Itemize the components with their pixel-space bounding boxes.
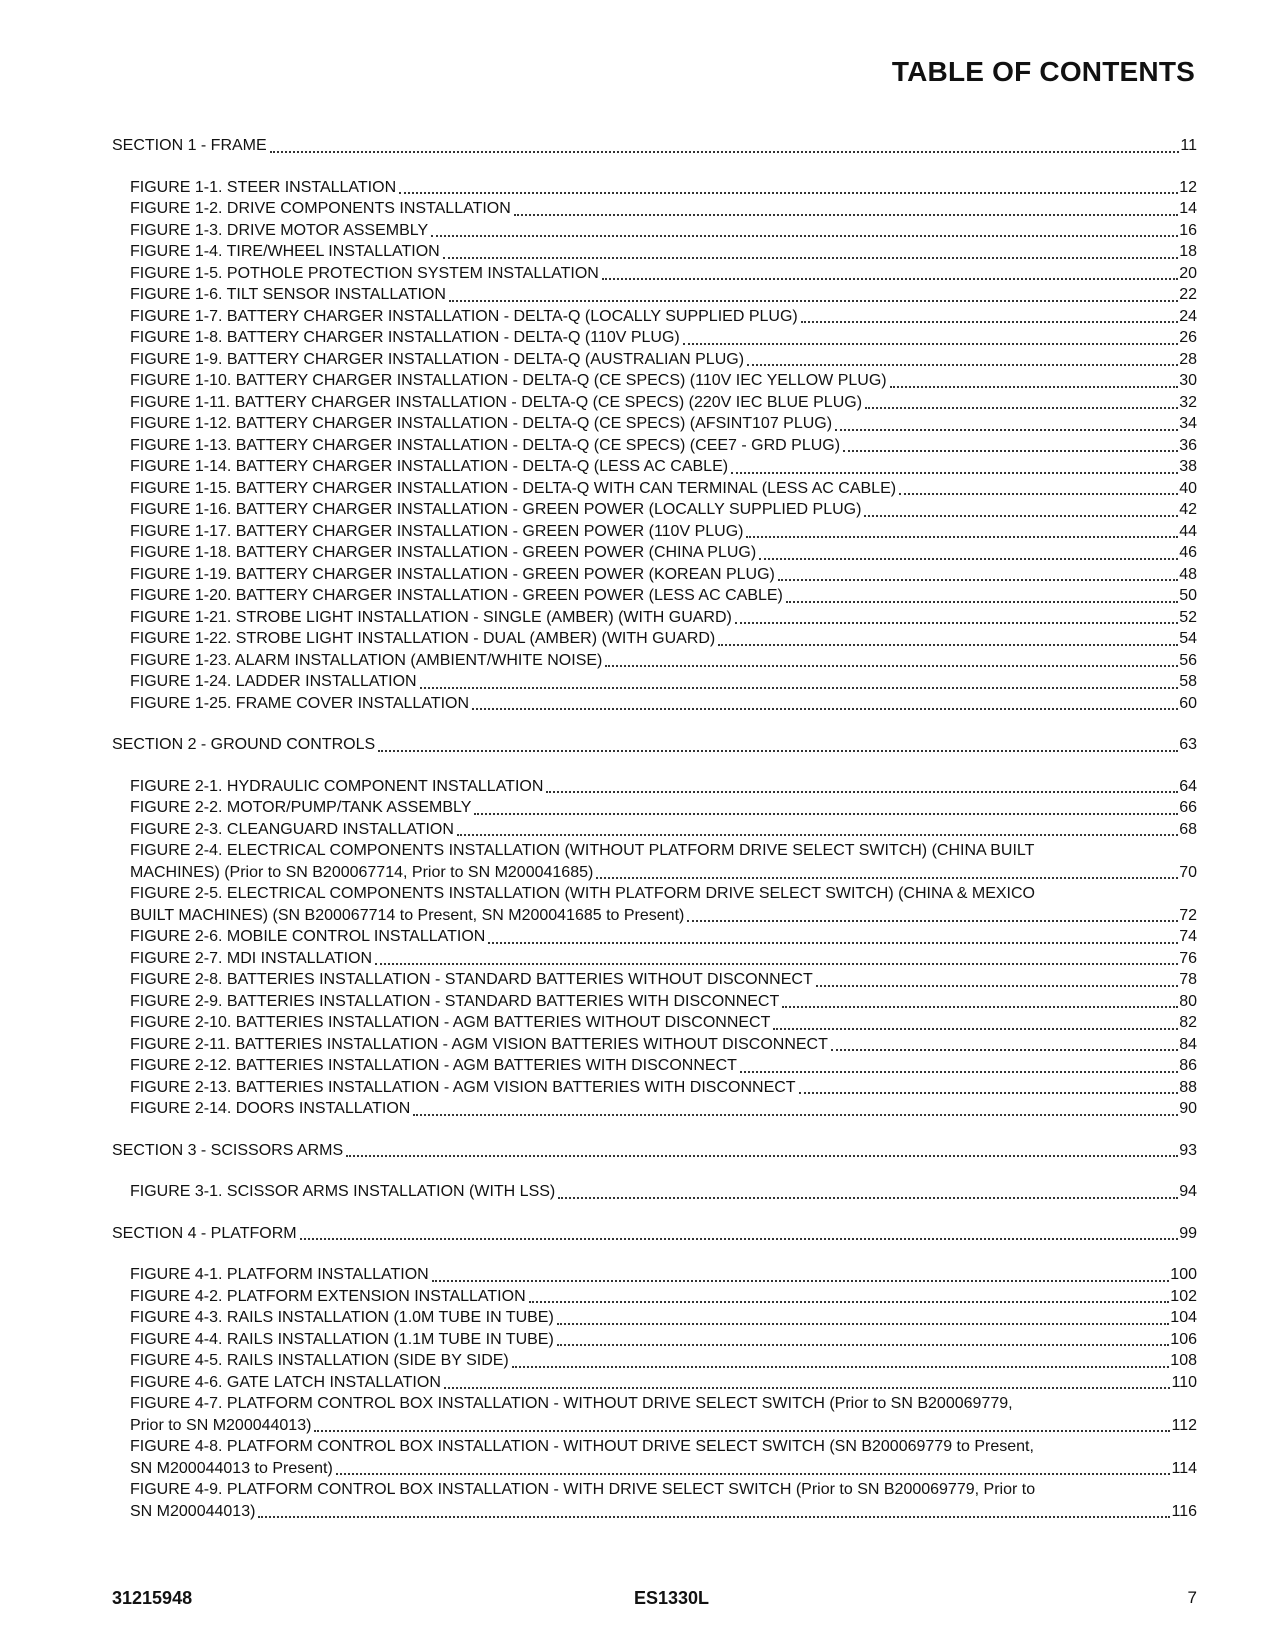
toc-entry-label: FIGURE 1-25. FRAME COVER INSTALLATION (130, 694, 470, 712)
toc-entry[interactable] (112, 456, 1197, 478)
dot-leader (431, 235, 1178, 237)
toc-entry[interactable] (112, 628, 1197, 650)
toc-entry-page: 26 (1179, 329, 1197, 346)
dot-leader (596, 877, 1178, 879)
toc-entry[interactable] (112, 263, 1197, 285)
toc-entry-page: 80 (1179, 992, 1197, 1010)
toc-entry-page: 106 (1170, 1330, 1197, 1348)
page-number: 7 (1187, 1588, 1197, 1607)
toc-entry-label: FIGURE 2-8. BATTERIES INSTALLATION - STANDARD BATTERIES WITHOUT DISCONNECT (130, 971, 813, 988)
toc-entry[interactable] (112, 585, 1197, 607)
toc-entry-label: FIGURE 2-12. BATTERIES INSTALLATION - AGM BATTERIES WITH DISCONNECT (130, 1057, 737, 1074)
dot-leader (746, 536, 1178, 538)
toc-entry-label: FIGURE 2-10. BATTERIES INSTALLATION - AGM BATTERIES WITHOUT DISCONNECT (130, 1014, 771, 1031)
dot-leader (399, 192, 1178, 194)
table-of-contents (112, 135, 1197, 1542)
toc-section[interactable] (112, 1140, 1197, 1162)
toc-entry-page: 84 (1179, 1035, 1197, 1053)
toc-entry-first-line[interactable]: FIGURE 2-5. ELECTRICAL COMPONENTS INSTALLATION (WITH PLATFORM DRIVE SELECT SWITCH) (CHINA & MEXICO (130, 885, 1035, 902)
toc-entry[interactable] (112, 413, 1197, 435)
dot-leader (375, 963, 1178, 965)
toc-entry-label: FIGURE 4-6. GATE LATCH INSTALLATION (130, 1373, 441, 1391)
toc-entry-page: 112 (1171, 1416, 1197, 1434)
toc-entry-label: FIGURE 1-20. BATTERY CHARGER INSTALLATION - GREEN POWER (LESS AC CABLE) (130, 587, 783, 604)
toc-entry-label: FIGURE 1-11. BATTERY CHARGER INSTALLATION - DELTA-Q (CE SPECS) (220V IEC BLUE PLUG) (130, 393, 863, 411)
toc-entry[interactable] (112, 564, 1197, 586)
toc-entry-page: 94 (1179, 1183, 1197, 1200)
dot-leader (314, 1430, 1170, 1432)
toc-section-label: SECTION 3 - SCISSORS ARMS (112, 1141, 344, 1159)
dot-leader (747, 364, 1178, 366)
dot-leader (731, 472, 1178, 474)
dot-leader (413, 1114, 1178, 1116)
toc-entry[interactable] (112, 1350, 1197, 1372)
toc-entry-label: BUILT MACHINES) (SN B200067714 to Present, SN M200041685 to Present) (130, 906, 685, 924)
toc-entry-label: FIGURE 1-15. BATTERY CHARGER INSTALLATION - DELTA-Q WITH CAN TERMINAL (LESS AC CABLE) (130, 479, 897, 497)
toc-entry-label: FIGURE 1-22. STROBE LIGHT INSTALLATION - DUAL (AMBER) (WITH GUARD) (130, 630, 716, 647)
toc-entry[interactable] (112, 1034, 1197, 1056)
toc-entry-page: 64 (1179, 777, 1197, 795)
toc-entry[interactable] (112, 392, 1197, 414)
dot-leader (529, 1301, 1170, 1303)
toc-entry[interactable] (112, 1286, 1197, 1308)
toc-entry-label: FIGURE 1-10. BATTERY CHARGER INSTALLATION - DELTA-Q (CE SPECS) (110V IEC YELLOW PLUG) (130, 372, 887, 389)
toc-entry-page: 34 (1179, 415, 1197, 432)
toc-entry-page: 30 (1179, 372, 1197, 389)
toc-entry-label: FIGURE 1-4. TIRE/WHEEL INSTALLATION (130, 243, 440, 260)
toc-entry[interactable] (112, 776, 1197, 798)
dot-leader (346, 1155, 1178, 1157)
toc-entry-first-line[interactable]: FIGURE 2-4. ELECTRICAL COMPONENTS INSTALLATION (WITHOUT PLATFORM DRIVE SELECT SWITCH) (CHINA BUILT (130, 842, 1035, 859)
toc-entry-page: 116 (1171, 1502, 1197, 1520)
dot-leader (472, 708, 1178, 710)
toc-entry[interactable] (112, 1012, 1197, 1034)
toc-entry-page: 70 (1179, 863, 1197, 881)
toc-entry[interactable] (112, 991, 1197, 1013)
toc-entry-label: FIGURE 1-8. BATTERY CHARGER INSTALLATION - DELTA-Q (110V PLUG) (130, 329, 680, 346)
dot-leader (512, 1366, 1170, 1368)
dot-leader (546, 791, 1178, 793)
dot-leader (799, 1092, 1179, 1094)
toc-entry-page: 56 (1179, 651, 1197, 669)
dot-leader (557, 1323, 1170, 1325)
toc-entry-label: FIGURE 2-14. DOORS INSTALLATION (130, 1100, 411, 1117)
toc-entry[interactable] (112, 1098, 1197, 1120)
dot-leader (605, 665, 1178, 667)
toc-entry-page: 38 (1179, 458, 1197, 475)
toc-entry[interactable] (112, 1458, 1197, 1480)
toc-entry-page: 12 (1179, 178, 1197, 196)
toc-entry[interactable] (112, 198, 1197, 220)
toc-entry[interactable] (112, 1501, 1197, 1523)
toc-entry-page: 50 (1179, 587, 1197, 604)
toc-entry[interactable] (112, 1055, 1197, 1077)
toc-entry-label: Prior to SN M200044013) (130, 1416, 312, 1434)
dot-leader (270, 151, 1180, 153)
toc-entry-page: 86 (1179, 1057, 1197, 1074)
toc-section[interactable] (112, 135, 1197, 157)
dot-leader (378, 750, 1178, 752)
toc-entry-label: MACHINES) (Prior to SN B200067714, Prior to SN M200041685) (130, 863, 594, 881)
dot-leader (474, 813, 1178, 815)
toc-entry-label: FIGURE 2-2. MOTOR/PUMP/TANK ASSEMBLY (130, 799, 472, 816)
toc-entry-page: 104 (1170, 1309, 1197, 1326)
dot-leader (683, 343, 1178, 345)
toc-entry-page: 102 (1170, 1287, 1197, 1305)
toc-entry-page: 52 (1179, 608, 1197, 626)
toc-section-label: SECTION 1 - FRAME (112, 137, 267, 154)
toc-entry-label: FIGURE 4-2. PLATFORM EXTENSION INSTALLATION (130, 1287, 526, 1305)
toc-entry-page: 82 (1179, 1014, 1197, 1031)
dot-leader (816, 985, 1178, 987)
dot-leader (432, 1280, 1170, 1282)
toc-entry-label: FIGURE 1-6. TILT SENSOR INSTALLATION (130, 286, 446, 303)
toc-entry[interactable] (112, 819, 1197, 841)
dot-leader (801, 321, 1178, 323)
toc-entry-label: FIGURE 1-17. BATTERY CHARGER INSTALLATION - GREEN POWER (110V PLUG) (130, 522, 744, 540)
page-title: TABLE OF CONTENTS (891, 56, 1195, 87)
toc-entry-first-line[interactable]: FIGURE 4-9. PLATFORM CONTROL BOX INSTALLATION - WITH DRIVE SELECT SWITCH (Prior to SN B200069779, Prior to (130, 1481, 1036, 1498)
toc-entry-label: FIGURE 1-18. BATTERY CHARGER INSTALLATION - GREEN POWER (CHINA PLUG) (130, 544, 757, 561)
dot-leader (718, 644, 1178, 646)
toc-entry-page: 88 (1179, 1078, 1197, 1096)
toc-entry-page: 46 (1179, 544, 1197, 561)
toc-section-page: 93 (1179, 1141, 1197, 1159)
dot-leader (740, 1071, 1178, 1073)
toc-entry-page: 100 (1170, 1266, 1197, 1283)
toc-entry[interactable] (112, 220, 1197, 242)
toc-entry-label: FIGURE 4-5. RAILS INSTALLATION (SIDE BY SIDE) (130, 1352, 509, 1369)
toc-entry[interactable] (112, 306, 1197, 328)
toc-entry-label: FIGURE 1-1. STEER INSTALLATION (130, 178, 397, 196)
toc-entry-label: FIGURE 1-7. BATTERY CHARGER INSTALLATION - DELTA-Q (LOCALLY SUPPLIED PLUG) (130, 307, 798, 325)
toc-entry[interactable] (112, 241, 1197, 263)
toc-entry[interactable] (112, 905, 1197, 927)
toc-entry[interactable] (112, 862, 1197, 884)
dot-leader (759, 558, 1178, 560)
dot-leader (865, 407, 1178, 409)
toc-entry-label: FIGURE 4-4. RAILS INSTALLATION (1.1M TUBE IN TUBE) (130, 1330, 554, 1348)
toc-entry[interactable] (112, 607, 1197, 629)
toc-entry-page: 44 (1179, 522, 1197, 540)
toc-entry-page: 68 (1179, 820, 1197, 838)
dot-leader (444, 1387, 1171, 1389)
toc-entry-label: FIGURE 1-19. BATTERY CHARGER INSTALLATION - GREEN POWER (KOREAN PLUG) (130, 565, 775, 583)
toc-entry[interactable] (112, 370, 1197, 392)
dot-leader (514, 214, 1178, 216)
toc-entry-page: 72 (1179, 906, 1197, 924)
toc-entry-label: FIGURE 3-1. SCISSOR ARMS INSTALLATION (WITH LSS) (130, 1183, 556, 1200)
toc-entry[interactable] (112, 948, 1197, 970)
toc-section[interactable] (112, 734, 1197, 756)
dot-leader (773, 1028, 1178, 1030)
toc-entry-page: 28 (1179, 350, 1197, 368)
toc-entry[interactable] (112, 797, 1197, 819)
toc-entry-page: 78 (1179, 971, 1197, 988)
toc-entry-page: 24 (1179, 307, 1197, 325)
toc-entry-page: 66 (1179, 799, 1197, 816)
dot-leader (336, 1473, 1171, 1475)
toc-entry-label: FIGURE 1-14. BATTERY CHARGER INSTALLATION - DELTA-Q (LESS AC CABLE) (130, 458, 729, 475)
toc-entry-label: FIGURE 2-1. HYDRAULIC COMPONENT INSTALLATION (130, 777, 544, 795)
dot-leader (786, 601, 1178, 603)
toc-entry-page: 74 (1179, 928, 1197, 945)
toc-entry-label: FIGURE 2-11. BATTERIES INSTALLATION - AGM VISION BATTERIES WITHOUT DISCONNECT (130, 1035, 828, 1053)
toc-entry[interactable] (112, 1181, 1197, 1203)
toc-entry-label: SN M200044013 to Present) (130, 1459, 333, 1477)
toc-entry-label: FIGURE 1-24. LADDER INSTALLATION (130, 673, 417, 690)
toc-entry-page: 76 (1179, 949, 1197, 967)
toc-entry[interactable] (112, 1329, 1197, 1351)
toc-entry[interactable] (112, 327, 1197, 349)
toc-entry-first-line[interactable]: FIGURE 4-8. PLATFORM CONTROL BOX INSTALLATION - WITHOUT DRIVE SELECT SWITCH (SN B200069779 to Present, (130, 1438, 1034, 1455)
toc-entry-page: 110 (1171, 1373, 1197, 1391)
dot-leader (557, 1344, 1170, 1346)
toc-entry-page: 40 (1179, 479, 1197, 497)
toc-entry[interactable] (112, 284, 1197, 306)
toc-entry[interactable] (112, 650, 1197, 672)
toc-entry-page: 48 (1179, 565, 1197, 583)
toc-entry-label: SN M200044013) (130, 1502, 256, 1520)
toc-entry-label: FIGURE 2-6. MOBILE CONTROL INSTALLATION (130, 928, 486, 945)
toc-entry-page: 18 (1179, 243, 1197, 260)
toc-entry[interactable] (112, 542, 1197, 564)
toc-entry[interactable] (112, 1077, 1197, 1099)
toc-section-page: 11 (1180, 137, 1197, 154)
dot-leader (778, 579, 1178, 581)
toc-entry[interactable] (112, 1307, 1197, 1329)
toc-entry-page: 108 (1170, 1352, 1197, 1369)
toc-entry-label: FIGURE 2-13. BATTERIES INSTALLATION - AGM VISION BATTERIES WITH DISCONNECT (130, 1078, 796, 1096)
toc-entry[interactable] (112, 177, 1197, 199)
toc-entry-page: 90 (1179, 1100, 1197, 1117)
toc-entry[interactable] (112, 521, 1197, 543)
dot-leader (735, 622, 1178, 624)
toc-entry-page: 14 (1179, 200, 1197, 217)
toc-entry[interactable] (112, 435, 1197, 457)
dot-leader (899, 493, 1178, 495)
toc-entry-label: FIGURE 2-3. CLEANGUARD INSTALLATION (130, 820, 454, 838)
toc-entry[interactable] (112, 349, 1197, 371)
toc-entry-page: 22 (1179, 286, 1197, 303)
toc-entry[interactable] (112, 478, 1197, 500)
toc-entry-page: 32 (1179, 393, 1197, 411)
dot-leader (782, 1006, 1178, 1008)
toc-entry-label: FIGURE 1-23. ALARM INSTALLATION (AMBIENT/WHITE NOISE) (130, 651, 603, 669)
toc-entry-label: FIGURE 1-9. BATTERY CHARGER INSTALLATION - DELTA-Q (AUSTRALIAN PLUG) (130, 350, 745, 368)
dot-leader (300, 1238, 1179, 1240)
toc-section-label: SECTION 4 - PLATFORM (112, 1224, 297, 1242)
toc-entry[interactable] (112, 969, 1197, 991)
toc-section[interactable] (112, 1223, 1197, 1245)
toc-entry-page: 36 (1179, 436, 1197, 454)
toc-entry-label: FIGURE 1-5. POTHOLE PROTECTION SYSTEM INSTALLATION (130, 264, 599, 282)
dot-leader (864, 515, 1178, 517)
document-number: 31215948 (112, 1588, 193, 1608)
toc-entry[interactable] (112, 926, 1197, 948)
toc-entry[interactable] (112, 1264, 1197, 1286)
toc-entry-label: FIGURE 1-12. BATTERY CHARGER INSTALLATION - DELTA-Q (CE SPECS) (AFSINT107 PLUG) (130, 415, 833, 432)
dot-leader (843, 450, 1178, 452)
toc-entry-label: FIGURE 1-16. BATTERY CHARGER INSTALLATION - GREEN POWER (LOCALLY SUPPLIED PLUG) (130, 501, 862, 518)
dot-leader (835, 429, 1178, 431)
toc-entry[interactable] (112, 671, 1197, 693)
dot-leader (443, 257, 1179, 259)
dot-leader (449, 300, 1178, 302)
dot-leader (558, 1197, 1178, 1199)
toc-entry-label: FIGURE 2-7. MDI INSTALLATION (130, 949, 373, 967)
dot-leader (488, 942, 1178, 944)
toc-entry-label: FIGURE 4-1. PLATFORM INSTALLATION (130, 1266, 429, 1283)
toc-entry-page: 60 (1179, 694, 1197, 712)
toc-entry-page: 54 (1179, 630, 1197, 647)
toc-entry[interactable] (112, 1372, 1197, 1394)
toc-entry-label: FIGURE 1-2. DRIVE COMPONENTS INSTALLATION (130, 200, 511, 217)
toc-entry-page: 16 (1179, 221, 1197, 239)
toc-entry-first-line[interactable]: FIGURE 4-7. PLATFORM CONTROL BOX INSTALLATION - WITHOUT DRIVE SELECT SWITCH (Prior to SN B200069779, (130, 1395, 1013, 1412)
toc-entry-label: FIGURE 1-13. BATTERY CHARGER INSTALLATION - DELTA-Q (CE SPECS) (CEE7 - GRD PLUG) (130, 436, 841, 454)
dot-leader (602, 278, 1178, 280)
toc-entry-label: FIGURE 1-3. DRIVE MOTOR ASSEMBLY (130, 221, 429, 239)
toc-entry-page: 114 (1171, 1459, 1197, 1477)
toc-entry-page: 20 (1179, 264, 1197, 282)
toc-entry[interactable] (112, 1415, 1197, 1437)
model-name: ES1330L (634, 1588, 710, 1608)
dot-leader (420, 687, 1179, 689)
toc-entry-page: 42 (1179, 501, 1197, 518)
dot-leader (831, 1049, 1178, 1051)
dot-leader (457, 834, 1178, 836)
toc-entry[interactable] (112, 693, 1197, 715)
toc-entry-label: FIGURE 1-21. STROBE LIGHT INSTALLATION - SINGLE (AMBER) (WITH GUARD) (130, 608, 732, 626)
toc-entry-label: FIGURE 2-9. BATTERIES INSTALLATION - STANDARD BATTERIES WITH DISCONNECT (130, 992, 780, 1010)
toc-section-page: 99 (1179, 1224, 1197, 1242)
dot-leader (687, 920, 1178, 922)
dot-leader (258, 1516, 1170, 1518)
toc-entry-page: 58 (1179, 673, 1197, 690)
dot-leader (890, 386, 1179, 388)
toc-entry-label: FIGURE 4-3. RAILS INSTALLATION (1.0M TUBE IN TUBE) (130, 1309, 554, 1326)
toc-section-label: SECTION 2 - GROUND CONTROLS (112, 736, 376, 753)
toc-section-page: 63 (1179, 736, 1197, 753)
toc-entry[interactable] (112, 499, 1197, 521)
